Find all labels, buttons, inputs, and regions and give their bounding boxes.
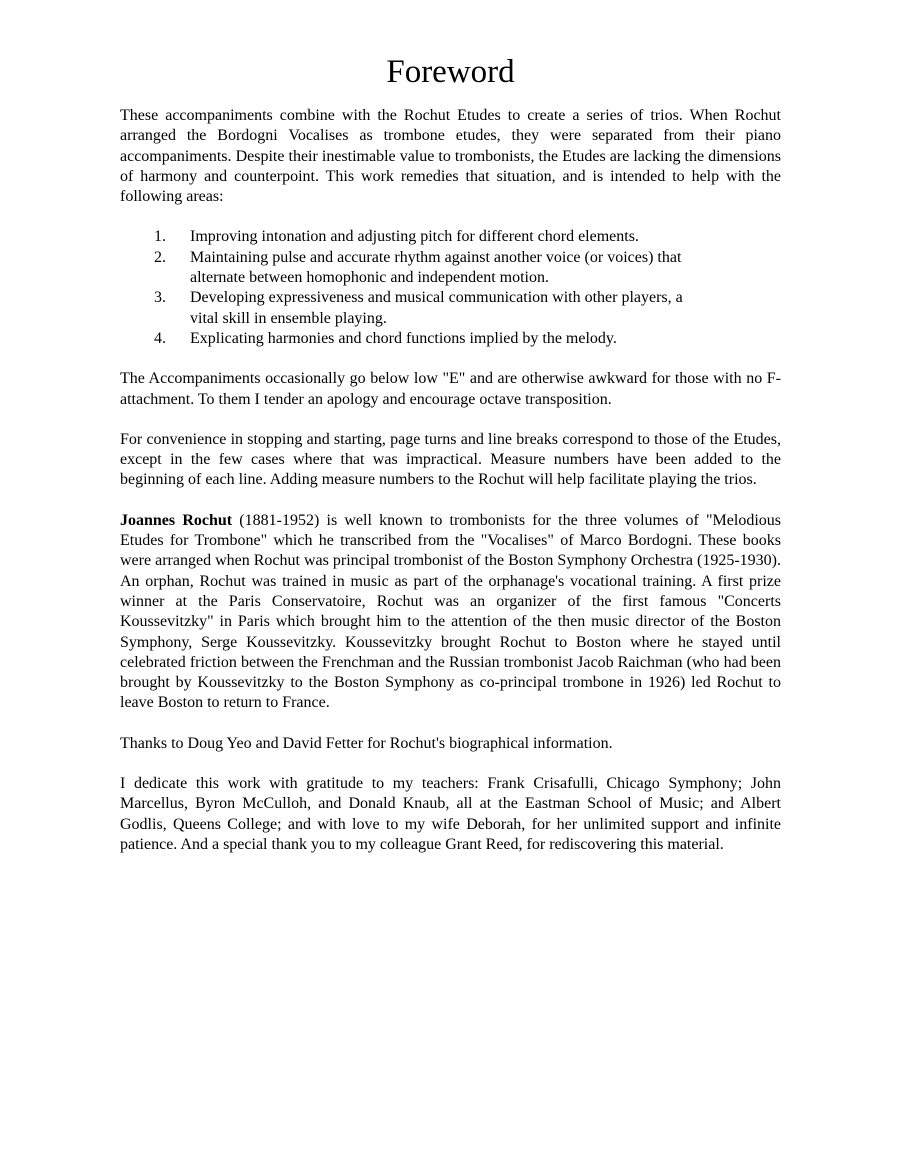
list-item-number: 4. (154, 329, 166, 347)
intro-paragraph: These accompaniments combine with the Rochut Etudes to create a series of trios. When Rochut arranged the Bordogni Vocalises as trombone etudes, they were separated from their piano accompaniments. Despite their inestimable value to trombonists, the Etudes are lacking the dimensions of harmony and counterpoint. This work remedies that situation, and is intended to help with the following areas: (120, 107, 781, 206)
list-item-number: 1. (154, 228, 166, 246)
list-item-text: Explicating harmonies and chord functions implied by the melody. (190, 329, 617, 347)
list-item (120, 329, 710, 349)
page-title: Foreword (386, 54, 515, 90)
list-item (120, 227, 710, 247)
list-item-text: Improving intonation and adjusting pitch for different chord elements. (190, 228, 639, 246)
range-paragraph: The Accompaniments occasionally go below low "E" and are otherwise awkward for those with no F-attachment. To them I tender an apology and encourage octave transposition. (120, 370, 781, 408)
biography-paragraph (120, 511, 781, 714)
list-item (120, 288, 710, 329)
convenience-paragraph: For convenience in stopping and starting, page turns and line breaks correspond to those of the Etudes, except in the few cases where that was impractical. Measure numbers have been added to the beginning of each line. Adding measure numbers to the Rochut will help facilitate playing the trios. (120, 430, 781, 489)
goals-list (120, 227, 781, 349)
biography-text: (1881-1952) is well known to trombonists for the three volumes of "Melodious Etudes for Trombone" which he transcribed from the "Vocalises" of Marco Bordogni. These books were arranged when Rochut was principal trombonist of the Boston Symphony Orchestra (1925-1930). An orphan, Rochut was trained in music as part of the orphanage's vocational training. A first prize winner at the Paris Conservatoire, Rochut was an organizer of the first famous "Concerts Koussevitzky" in Paris which brought him to the attention of the then music director of the Boston Symphony, Serge Koussevitzky. Koussevitzky brought Rochut to Boston where he stayed until celebrated friction between the Frenchman and the Russian trombonist Jacob Raichman (who had been brought by Koussevitzky to the Boston Symphony as co-principal trombone in 1926) led Rochut to leave Boston to return to France. (120, 511, 782, 712)
biography-name: Joannes Rochut (120, 511, 233, 529)
document-page (120, 52, 781, 875)
dedication-paragraph: I dedicate this work with gratitude to my teachers: Frank Crisafulli, Chicago Symphony; John Marcellus, Byron McCulloh, and Donald Knaub, all at the Eastman School of Music; and Albert Godlis, Queens College; and with love to my wife Deborah, for her unlimited support and infinite patience. And a special thank you to my colleague Grant Reed, for rediscovering this material. (120, 775, 781, 853)
thanks-paragraph: Thanks to Doug Yeo and David Fetter for Rochut's biographical information. (120, 734, 613, 752)
list-item (120, 248, 710, 289)
list-item-text: Developing expressiveness and musical communication with other players, a vital skill in ensemble playing. (190, 289, 683, 327)
list-item-number: 2. (154, 248, 166, 266)
list-item-number: 3. (154, 289, 166, 307)
list-item-text: Maintaining pulse and accurate rhythm against another voice (or voices) that alternate between homophonic and independent motion. (190, 248, 682, 287)
